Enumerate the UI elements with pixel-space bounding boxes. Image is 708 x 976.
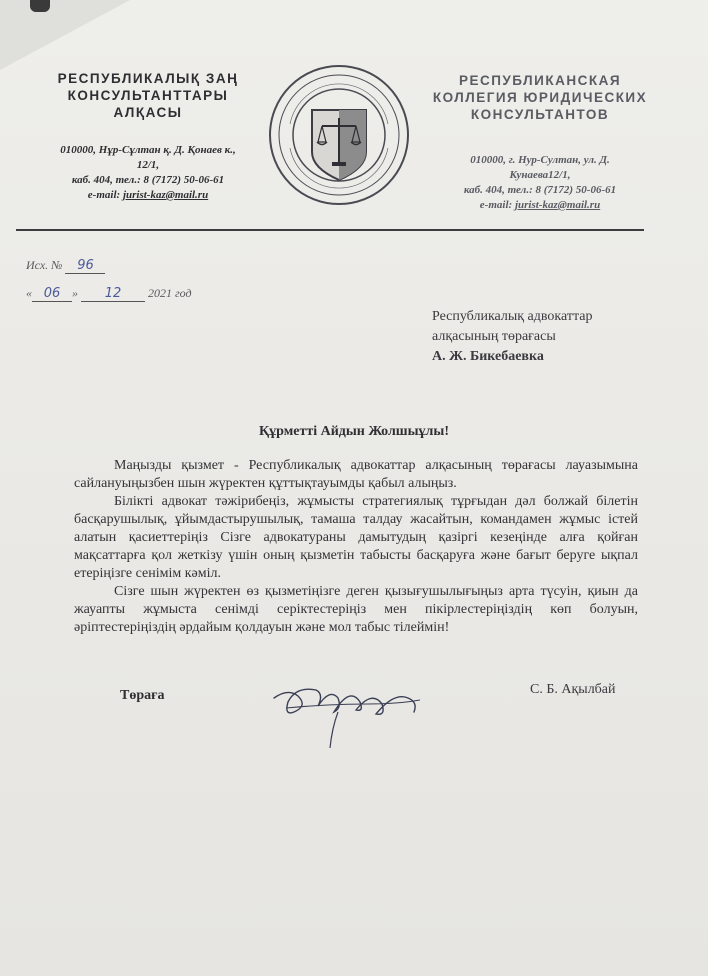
signatory-name: С. Б. Ақылбай [530, 682, 616, 697]
salutation: Құрметті Айдын Жолшыұлы! [258, 424, 450, 439]
handwritten-day: 06 [32, 286, 72, 302]
body-paragraph: Сізге шын жүректен өз қызметіңізге деген қызығушылығыңыз арта түсуін, қиын да жауапты жұмыста сенімді серіктестеріңіз мен пікірлестеріңіздің көп болуын, әріптестеріңіздің әрдайым қолдауын және мол табыс тілеймін! [74, 584, 638, 635]
email-link[interactable]: jurist-kaz@mail.ru [122, 189, 209, 201]
letterhead-left-email: e-mail: jurist-kaz@mail.ru [87, 189, 209, 201]
letter-body [74, 457, 638, 637]
letterhead-right-address: 010000, г. Нур-Султан, ул. Д. Кунаева12/1, каб. 404, тел.: 8 (7172) 50-06-61 e-mail: jurist-kaz@mail.ru [420, 153, 660, 213]
organization-seal-logo [268, 64, 410, 206]
body-paragraph: Білікті адвокат тәжірибеңіз, жұмысты стратегиялық тұрғыдан дәл болжай білетін басқарушылық, ұйымдастырушылық, тамаша талдау жасайтын, командамен жұмыс істей алатын қасиеттеріңіз Сізге адвокатураны дамытудың қазіргі кезеңінде алға қойған мақсаттарға қол жеткізу үшін оның қызметін табысты басқаруға және бағыт беруге ықпал етеріңізге сенімім кәміл. [74, 494, 638, 581]
page-corner-fold [0, 0, 130, 70]
handwritten-number: 96 [65, 258, 105, 274]
outgoing-reference [26, 258, 192, 314]
letterhead-divider [16, 229, 644, 231]
letterhead-right [420, 72, 660, 213]
binder-clip-mark [30, 0, 50, 12]
body-paragraph: Маңызды қызмет - Республикалық адвокаттар алқасының төрағасы лауазымына сайлануыңызбен шын жүректен құттықтауымды қабыл алыңыз. [74, 458, 638, 491]
addressee-name: А. Ж. Бикебаевка [432, 349, 544, 364]
letterhead-right-email: e-mail: jurist-kaz@mail.ru [479, 199, 601, 211]
letterhead-left [28, 70, 268, 203]
letterhead-left-address: 010000, Нұр-Сұлтан қ. Д. Қонаев к., 12/1, каб. 404, тел.: 8 (7172) 50-06-61 e-mail: jurist-kaz@mail.ru [28, 143, 268, 203]
letterhead-right-title: РЕСПУБЛИКАНСКАЯ КОЛЛЕГИЯ ЮРИДИЧЕСКИХ КОНСУЛЬТАНТОВ [432, 73, 648, 122]
outgoing-number: Исх. № 96 [26, 258, 192, 286]
handwritten-month: 12 [81, 286, 145, 302]
handwritten-signature [268, 668, 428, 758]
letterhead-left-title: РЕСПУБЛИКАЛЫҚ ЗАҢ КОНСУЛЬТАНТТАРЫ АЛҚАСЫ [57, 71, 239, 120]
signatory-role: Төраға [120, 688, 165, 703]
email-link[interactable]: jurist-kaz@mail.ru [514, 199, 601, 211]
addressee-block: Республикалық адвокаттар алқасының төрағасы А. Ж. Бикебаевка [432, 307, 592, 367]
outgoing-date: « 06 » 12 2021 год [26, 286, 192, 301]
